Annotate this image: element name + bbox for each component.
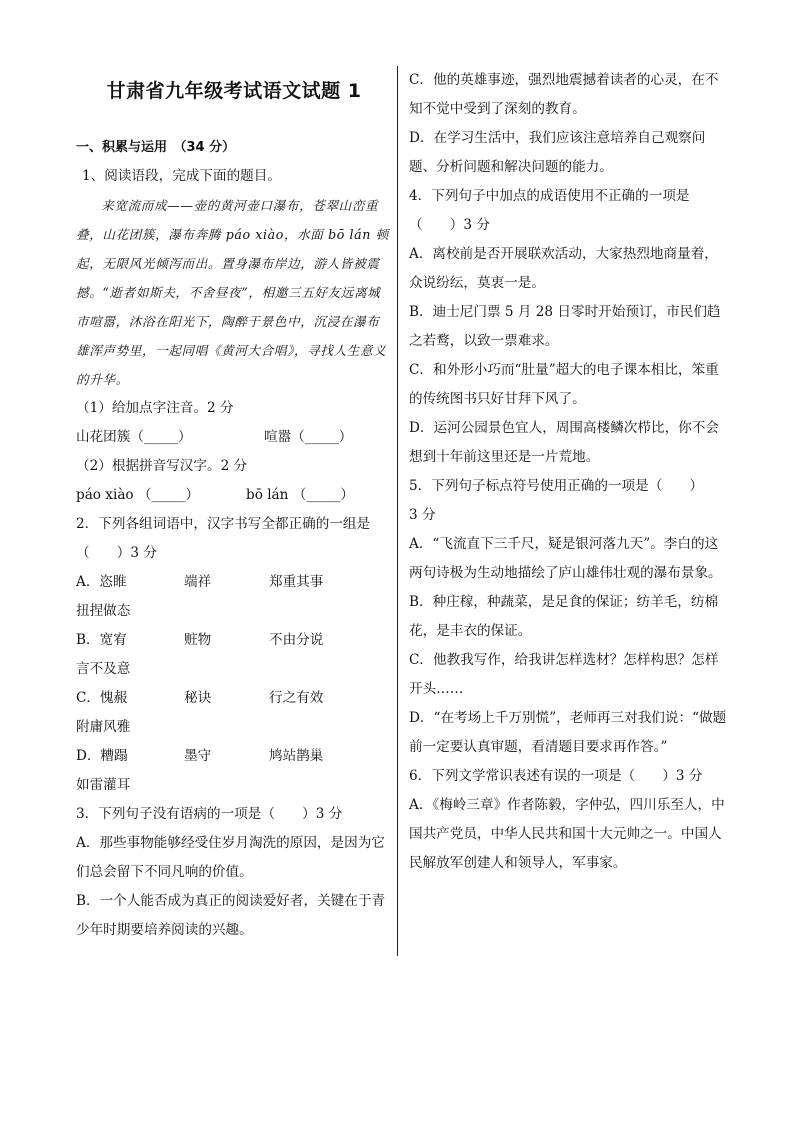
q2-b-2: 赃物	[184, 632, 212, 648]
q2-a-4: 扭捏做态	[76, 603, 131, 619]
page-title: 甘肃省九年级考试语文试题 1	[106, 80, 362, 102]
blank-2a[interactable]: páo xiào （_____）	[76, 487, 200, 503]
q4-option-c: C．和外形小巧而“肚量”超大的电子课本相比，笨重的传统图书只好甘拜下风了。	[409, 362, 719, 407]
q1-stem: 1、阅读语段，完成下面的题目。	[82, 168, 281, 184]
q3-option-d: D．在学习生活中，我们应该注意培养自己观察问题、分析问题和解决问题的能力。	[409, 130, 706, 175]
q5-option-a: A．“飞流直下三千尺，疑是银河落九天”。李白的这两句诗极为生动地描绘了庐山雄伟壮观的瀑布景象。	[409, 536, 722, 581]
q4-stem: 4．下列句子中加点的成语使用不正确的一项是	[409, 188, 690, 204]
q2-b-1: B．宽宥	[76, 632, 127, 648]
q6-stem: 6．下列文学常识表述有误的一项是（ ）3 分	[409, 768, 703, 784]
q1-blanks-row2	[76, 481, 392, 510]
column-divider	[397, 66, 398, 956]
q5-stem: 5．下列句子标点符号使用正确的一项是（ ）	[409, 478, 704, 494]
q1-blanks-row1	[76, 423, 392, 452]
q2-c-2: 秘诀	[184, 690, 212, 706]
q5-score: 3 分	[409, 507, 436, 523]
q1-sub1: （1）给加点字注音。2 分	[76, 400, 234, 416]
left-column	[76, 66, 392, 945]
q2-option-b	[76, 626, 392, 655]
q2-option-c	[76, 684, 392, 713]
q6-option-a: A．《梅岭三章》作者陈毅，字仲弘，四川乐至人，中国共产党员，中华人民共和国十大元帅之一。中国人民解放军创建人和领导人，军事家。	[409, 797, 725, 871]
q2-a-2: 端祥	[184, 574, 212, 590]
q2-stem: 2．下列各组词语中，汉字书写全都正确的一组是	[76, 516, 371, 532]
q3-option-c: C．他的英雄事迹，强烈地震撼着读者的心灵，在不知不觉中受到了深刻的教育。	[409, 72, 719, 117]
q3-option-a: A．那些事物能够经受住岁月淘洗的原因，是因为它们总会留下不同凡响的价值。	[76, 835, 385, 880]
q2-a-3: 郑重其事	[269, 574, 324, 590]
q2-d-3: 鸠站鹊巢	[269, 748, 324, 764]
q4-option-b: B．迪士尼门票 5 月 28 日零时开始预订，市民们趋之若鹜，以致一票难求。	[409, 304, 721, 349]
q4-option-d: D．运河公园景色宜人，周围高楼鳞次栉比，你不会想到十年前这里还是一片荒地。	[409, 420, 719, 465]
q3-option-b: B．一个人能否成为真正的阅读爱好者，关键在于青少年时期要培养阅读的兴趣。	[76, 893, 386, 938]
q2-a-1: A．恣睢	[76, 574, 127, 590]
q2-option-a	[76, 568, 392, 597]
q4-option-a: A．离校前是否开展联欢活动，大家热烈地商量着，众说纷纭，莫衷一是。	[409, 246, 718, 291]
blank-1b[interactable]: 喧嚣（_____）	[264, 429, 353, 445]
right-column	[409, 66, 729, 878]
q5-option-c: C．他教我写作，给我讲怎样选材？怎样构思？怎样开头……	[409, 652, 719, 697]
q1-sub2: （2）根据拼音写汉字。2 分	[76, 458, 248, 474]
blank-2b[interactable]: bō lán （_____）	[246, 487, 354, 503]
q2-b-4: 言不及意	[76, 661, 131, 677]
q4-score: （ ）3 分	[409, 217, 490, 233]
q2-d-4: 如雷灌耳	[76, 777, 131, 793]
q1-passage: 来宽流而成——壶的黄河壶口瀑布，苍翠山峦重叠，山花团簇，瀑布奔腾 páo xiào，水面 bō lán 顿起，无限风光倾泻而出。置身瀑布岸边，游人皆被震撼。“逝者如斯夫，不舍昼夜”，相邀三五好友远离城市喧嚣，沐浴在阳光下，陶醉于景色中，沉浸在瀑布雄浑声势里，一起同唱《黄河大合唱》，寻找人生意义的升华。	[76, 198, 389, 387]
blank-1a[interactable]: 山花团簇（_____）	[76, 429, 192, 445]
q2-option-d	[76, 742, 392, 771]
section-heading: 一、积累与运用 （34 分）	[76, 140, 236, 155]
q2-d-1: D．糟蹋	[76, 748, 128, 764]
q2-b-3: 不由分说	[269, 632, 324, 648]
q5-option-b: B．种庄稼，种蔬菜，是足食的保证；纺羊毛，纺棉花，是丰衣的保证。	[409, 594, 719, 639]
q2-c-3: 行之有效	[269, 690, 324, 706]
q2-c-1: C．愧赧	[76, 690, 128, 706]
q2-c-4: 附庸风雅	[76, 719, 131, 735]
q2-d-2: 墨守	[184, 748, 212, 764]
q5-option-d: D．“在考场上千万别慌”，老师再三对我们说：“做题前一定要认真审题，看清题目要求再作答。”	[409, 710, 727, 755]
q2-score: （ ）3 分	[76, 545, 157, 561]
q3-stem: 3．下列句子没有语病的一项是（ ）3 分	[76, 806, 343, 822]
